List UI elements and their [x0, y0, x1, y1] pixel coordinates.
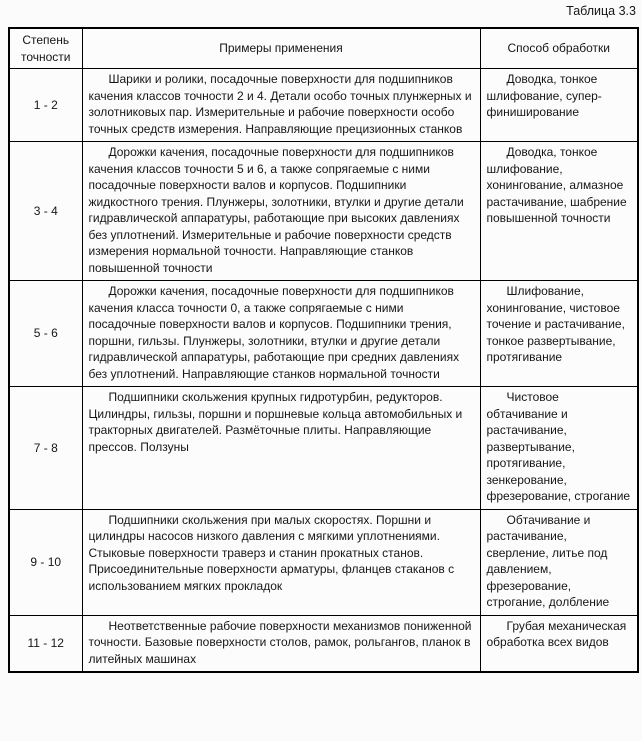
examples-cell	[82, 387, 480, 510]
examples-text: Шарики и ролики, посадочные поверхности для подшипников качения классов точности 2 и 4. Детали особо точных плунжерных и золотниковых пар. Измерительные и рабочие поверхности особо точных средств измерения. Направляющие прецизионных станков	[88, 72, 472, 136]
degree-cell: 5 - 6	[9, 281, 82, 387]
degree-cell: 3 - 4	[9, 142, 82, 281]
method-text: Чистовое обтачивание и растачивание, развертывание, протягивание, зенкерование, фрезерование, строгание	[486, 390, 631, 503]
examples-text: Дорожки качения, посадочные поверхности для подшипников качения классов точности 5 и 6, а также сопрягаемые с ними посадочные поверхности валов и корпусов. Подшипники жидкостного трения. Плунжеры, золотники, втулки и другие детали гидравлической аппаратуры, работающие при высоких давлениях без уплотнений. Измерительные и рабочие поверхности средств измерения нормальной точности. Направляющие станков повышенной точности	[88, 145, 464, 275]
table-caption: Таблица 3.3	[566, 4, 636, 18]
examples-cell	[82, 615, 480, 672]
table-row	[9, 615, 638, 672]
method-cell	[480, 281, 638, 387]
table-row	[9, 142, 638, 281]
method-text: Доводка, тонкое шлифование, хонингование, алмазное растачивание, шабрение повышенной точности	[486, 145, 627, 225]
table-row	[9, 69, 638, 142]
examples-cell	[82, 281, 480, 387]
accuracy-grades-table	[8, 27, 639, 673]
method-cell	[480, 142, 638, 281]
table-row	[9, 387, 638, 510]
examples-cell	[82, 509, 480, 615]
table-body	[9, 69, 638, 673]
degree-cell: 7 - 8	[9, 387, 82, 510]
degree-cell: 1 - 2	[9, 69, 82, 142]
table-header	[9, 28, 638, 69]
method-cell	[480, 509, 638, 615]
table-row	[9, 281, 638, 387]
header-degree: Степень точности	[9, 28, 82, 69]
examples-text: Неответственные рабочие поверхности механизмов пониженной точности. Базовые поверхности столов, рамок, рольгангов, планок в литейных машинах	[88, 618, 472, 666]
method-text: Обтачивание и растачивание, сверление, литье под давлением, фрезерование, строгание, долбление	[486, 512, 610, 609]
header-examples: Примеры применения	[82, 28, 480, 69]
header-row	[9, 28, 638, 69]
degree-cell: 9 - 10	[9, 509, 82, 615]
examples-text: Подшипники скольжения при малых скоростях. Поршни и цилиндры насосов низкого давления с мягкими уплотнениями. Стыковые поверхности траверз и станин прокатных станов. Присоединительные поверхности арматуры, фланцев стаканов с использованием мягких прокладок	[88, 512, 455, 593]
method-text: Грубая механическая обработка всех видов	[486, 618, 627, 649]
method-text: Шлифование, хонингование, чистовое точение и растачивание, тонкое развертывание, протягивание	[486, 284, 625, 364]
examples-cell	[82, 142, 480, 281]
header-method: Способ обработки	[480, 28, 638, 69]
examples-text: Дорожки качения, посадочные поверхности для подшипников качения класса точности 0, а также сопрягаемые с ними посадочные поверхности валов и корпусов. Подшипники трения, поршни, гильзы. Плунжеры, золотники, втулки и другие детали гидравлической аппаратуры, работающие при средних давлениях без уплотнений. Направляющие станков нормальной точности	[88, 284, 460, 381]
method-cell	[480, 69, 638, 142]
degree-cell: 11 - 12	[9, 615, 82, 672]
examples-cell	[82, 69, 480, 142]
table-row	[9, 509, 638, 615]
method-text: Доводка, тонкое шлифование, супер-финиширование	[486, 72, 602, 119]
examples-text: Подшипники скольжения крупных гидротурбин, редукторов. Цилиндры, гильзы, поршни и поршневые кольца автомобильных и тракторных двигателей. Размёточные плиты. Направляющие прессов. Ползуны	[88, 390, 463, 454]
method-cell	[480, 387, 638, 510]
method-cell	[480, 615, 638, 672]
